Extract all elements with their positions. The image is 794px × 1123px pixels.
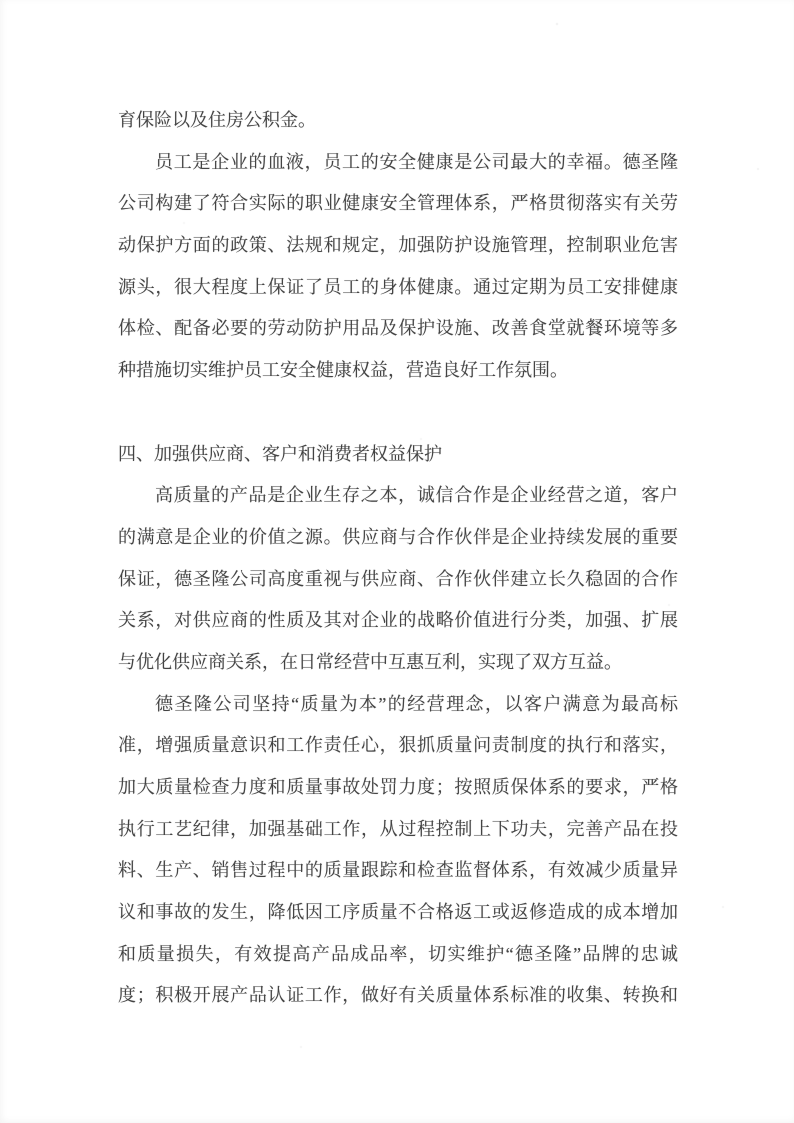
paragraph-line: 加大质量检查力度和质量事故处罚力度；按照质保体系的要求，严格 [118, 777, 678, 797]
paragraph-line: 执行工艺纪律，加强基础工作，从过程控制上下功夫，完善产品在投 [118, 818, 678, 839]
paragraph-line: 体检、配备必要的劳动防护用品及保护设施、改善食堂就餐环境等多 [118, 318, 678, 339]
paragraph-line: 高质量的产品是企业生存之本，诚信合作是企业经营之道，客户 [155, 485, 678, 506]
paragraph-line: 准，增强质量意识和工作责任心，狠抓质量问责制度的执行和落实， [118, 735, 678, 756]
section-4-heading: 四、加强供应商、客户和消费者权益保护 [118, 443, 442, 464]
paragraph-line: 员工是企业的血液，员工的安全健康是公司最大的幸福。德圣隆 [155, 151, 678, 172]
paragraph-line: 源头，很大程度上保证了员工的身体健康。通过定期为员工安排健康 [118, 276, 678, 297]
paragraph-line: 和质量损失，有效提高产品成品率，切实维护“德圣隆”品牌的忠诚 [118, 943, 678, 964]
paragraph-line: 育保险以及住房公积金。 [118, 110, 316, 130]
paragraph-line: 动保护方面的政策、法规和规定，加强防护设施管理，控制职业危害 [118, 235, 678, 256]
text-column [118, 100, 678, 1017]
paragraph-line: 度；积极开展产品认证工作，做好有关质量体系标准的收集、转换和 [118, 985, 678, 1006]
scan-noise-specks [0, 0, 2, 2]
paragraph-line: 的满意是企业的价值之源。供应商与合作伙伴是企业持续发展的重要 [118, 526, 678, 547]
paragraph-line: 种措施切实维护员工安全健康权益，营造良好工作氛围。 [118, 360, 568, 381]
paragraph-line: 议和事故的发生，降低因工序质量不合格返工或返修造成的成本增加 [118, 902, 678, 923]
paragraph-line: 公司构建了符合实际的职业健康安全管理体系，严格贯彻落实有关劳 [118, 193, 678, 214]
paragraph-line: 料、生产、销售过程中的质量跟踪和检查监督体系，有效减少质量异 [118, 860, 678, 881]
paragraph-line: 德圣隆公司坚持“质量为本”的经营理念，以客户满意为最高标 [155, 693, 678, 714]
paragraph-line: 关系，对供应商的性质及其对企业的战略价值进行分类，加强、扩展 [118, 610, 678, 631]
blank-line [118, 392, 678, 434]
paragraph-line: 保证，德圣隆公司高度重视与供应商、合作伙伴建立长久稳固的合作 [118, 568, 678, 589]
paragraph-line: 与优化供应商关系，在日常经营中互惠互利，实现了双方互益。 [118, 651, 622, 672]
